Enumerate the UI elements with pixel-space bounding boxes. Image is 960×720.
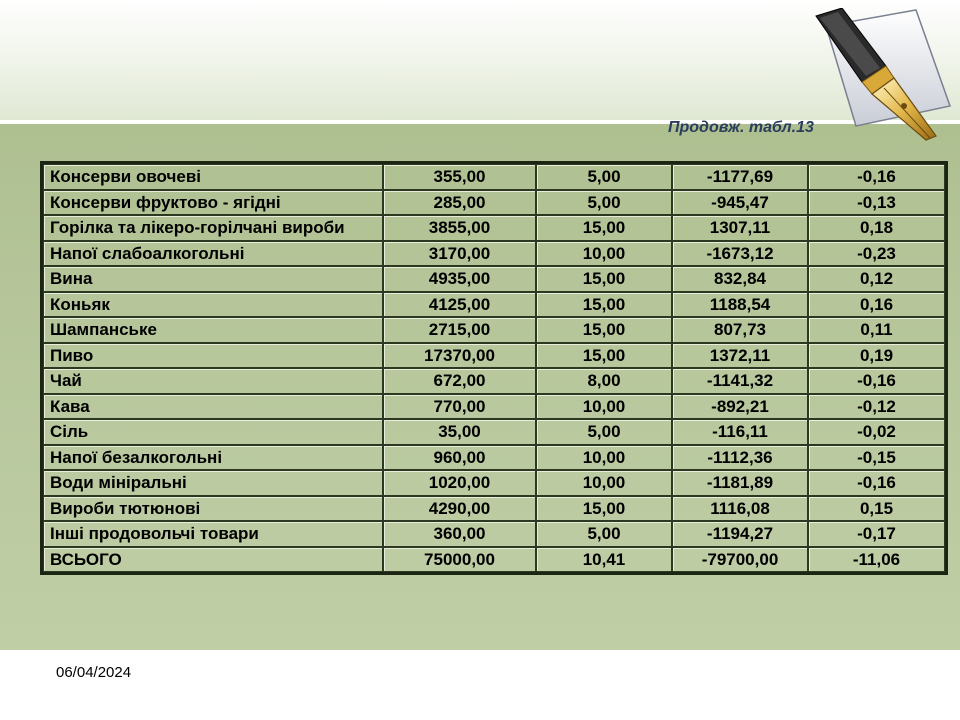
value-col-2: 10,00 [536,394,672,420]
value-col-4: 0,15 [808,496,945,522]
value-col-4: -11,06 [808,547,945,573]
value-col-2: 5,00 [536,521,672,547]
table-row [43,164,945,190]
value-col-3: -79700,00 [672,547,808,573]
value-col-1: 355,00 [383,164,536,190]
value-col-4: -0,12 [808,394,945,420]
value-col-4: -0,15 [808,445,945,471]
product-name: ВСЬОГО [43,547,383,573]
value-col-2: 10,41 [536,547,672,573]
value-col-3: 807,73 [672,317,808,343]
value-col-4: -0,16 [808,470,945,496]
product-name: Пиво [43,343,383,369]
table-row [43,266,945,292]
slide-date: 06/04/2024 [56,664,132,681]
value-col-1: 285,00 [383,190,536,216]
value-col-2: 15,00 [536,496,672,522]
value-col-3: 1372,11 [672,343,808,369]
value-col-1: 360,00 [383,521,536,547]
value-col-1: 3855,00 [383,215,536,241]
value-col-2: 15,00 [536,292,672,318]
product-name: Горілка та лікеро-горілчані вироби [43,215,383,241]
product-name: Інші продовольчі товари [43,521,383,547]
table-row [43,419,945,445]
table-row-total [43,547,945,573]
value-col-2: 8,00 [536,368,672,394]
value-col-3: -1673,12 [672,241,808,267]
table-row [43,368,945,394]
product-name: Шампанське [43,317,383,343]
value-col-2: 5,00 [536,190,672,216]
value-col-4: 0,16 [808,292,945,318]
product-name: Напої слабоалкогольні [43,241,383,267]
value-col-1: 1020,00 [383,470,536,496]
value-col-3: -1181,89 [672,470,808,496]
table-row [43,343,945,369]
product-name: Консерви фруктово - ягідні [43,190,383,216]
fountain-pen-icon [808,8,958,148]
value-col-1: 4125,00 [383,292,536,318]
product-name: Сіль [43,419,383,445]
value-col-3: -1194,27 [672,521,808,547]
table-row [43,317,945,343]
value-col-2: 10,00 [536,241,672,267]
value-col-1: 75000,00 [383,547,536,573]
product-name: Води мініральні [43,470,383,496]
value-col-3: -1141,32 [672,368,808,394]
table-row [43,292,945,318]
value-col-3: 1307,11 [672,215,808,241]
product-name: Напої безалкогольні [43,445,383,471]
value-col-3: -116,11 [672,419,808,445]
value-col-2: 15,00 [536,266,672,292]
value-col-3: -1112,36 [672,445,808,471]
value-col-2: 15,00 [536,215,672,241]
value-col-1: 4290,00 [383,496,536,522]
value-col-2: 15,00 [536,343,672,369]
value-col-3: -945,47 [672,190,808,216]
value-col-4: -0,02 [808,419,945,445]
value-col-3: -892,21 [672,394,808,420]
value-col-4: -0,16 [808,164,945,190]
table-row [43,496,945,522]
value-col-3: 832,84 [672,266,808,292]
value-col-3: -1177,69 [672,164,808,190]
value-col-4: 0,11 [808,317,945,343]
value-col-4: -0,13 [808,190,945,216]
table-row [43,521,945,547]
product-name: Чай [43,368,383,394]
table-row [43,190,945,216]
product-name: Вироби тютюнові [43,496,383,522]
product-name: Коньяк [43,292,383,318]
value-col-1: 4935,00 [383,266,536,292]
value-col-1: 17370,00 [383,343,536,369]
value-col-4: 0,18 [808,215,945,241]
value-col-2: 5,00 [536,419,672,445]
value-col-4: -0,16 [808,368,945,394]
value-col-1: 672,00 [383,368,536,394]
table-row [43,241,945,267]
value-col-2: 10,00 [536,445,672,471]
value-col-1: 960,00 [383,445,536,471]
value-col-1: 35,00 [383,419,536,445]
value-col-3: 1188,54 [672,292,808,318]
value-col-2: 10,00 [536,470,672,496]
value-col-3: 1116,08 [672,496,808,522]
value-col-4: 0,19 [808,343,945,369]
value-col-4: -0,17 [808,521,945,547]
table-row [43,445,945,471]
product-name: Кава [43,394,383,420]
value-col-1: 3170,00 [383,241,536,267]
table-row [43,394,945,420]
product-name: Вина [43,266,383,292]
product-name: Консерви овочеві [43,164,383,190]
value-col-2: 15,00 [536,317,672,343]
table-continuation-label: Продовж. табл.13 [668,119,814,136]
data-table [40,161,948,575]
table-row [43,215,945,241]
table-row [43,470,945,496]
value-col-2: 5,00 [536,164,672,190]
value-col-4: 0,12 [808,266,945,292]
value-col-1: 770,00 [383,394,536,420]
value-col-1: 2715,00 [383,317,536,343]
value-col-4: -0,23 [808,241,945,267]
